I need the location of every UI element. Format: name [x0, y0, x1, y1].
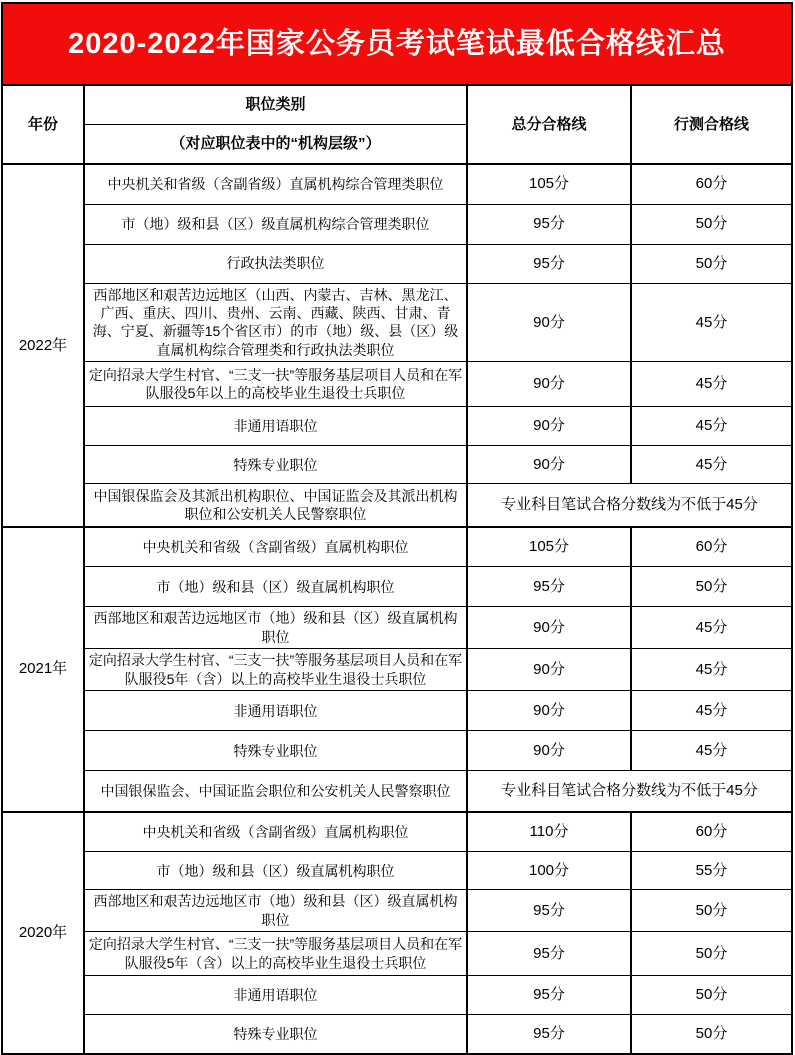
position-cell: 非通用语职位 [84, 407, 467, 446]
table-row [2, 204, 792, 244]
position-cell: 非通用语职位 [84, 976, 467, 1015]
total-score-cell: 95分 [467, 204, 631, 244]
table-row [2, 932, 792, 976]
position-cell: 市（地）级和县（区）级直属机构综合管理类职位 [84, 204, 467, 244]
position-cell: 西部地区和艰苦边远地区市（地）级和县（区）级直属机构职位 [84, 607, 467, 649]
total-score-cell: 90分 [467, 607, 631, 649]
xingce-score-cell: 45分 [631, 407, 792, 446]
total-score-cell: 90分 [467, 407, 631, 446]
xingce-score-cell: 50分 [631, 204, 792, 244]
xingce-score-cell: 50分 [631, 976, 792, 1015]
total-score-cell: 90分 [467, 362, 631, 407]
merged-score-cell: 专业科目笔试合格分数线为不低于45分 [467, 771, 792, 812]
xingce-score-cell: 45分 [631, 691, 792, 731]
table-row [2, 607, 792, 649]
xingce-score-cell: 50分 [631, 1015, 792, 1054]
total-score-cell: 90分 [467, 649, 631, 691]
table-row [2, 691, 792, 731]
position-cell: 行政执法类职位 [84, 244, 467, 283]
position-cell: 市（地）级和县（区）级直属机构职位 [84, 852, 467, 890]
table-row [2, 407, 792, 446]
position-cell: 特殊专业职位 [84, 731, 467, 771]
table-row [2, 890, 792, 932]
position-cell: 西部地区和艰苦边远地区市（地）级和县（区）级直属机构职位 [84, 890, 467, 932]
year-cell-2021: 2021年 [2, 527, 84, 812]
xingce-score-cell: 55分 [631, 852, 792, 890]
total-score-cell: 95分 [467, 1015, 631, 1054]
title-banner-row [2, 3, 792, 85]
table-row [2, 976, 792, 1015]
position-cell: 市（地）级和县（区）级直属机构职位 [84, 567, 467, 607]
position-cell: 特殊专业职位 [84, 446, 467, 484]
position-cell: 西部地区和艰苦边远地区（山西、内蒙古、吉林、黑龙江、广西、重庆、四川、贵州、云南、西藏、陕西、甘肃、青海、宁夏、新疆等15个省区市）的市（地）级、县（区）级直属机构综合管理类和行政执法类职位 [84, 283, 467, 362]
table-row [2, 283, 792, 362]
year-cell-2020: 2020年 [2, 812, 84, 1054]
table-row [2, 446, 792, 484]
total-score-cell: 100分 [467, 852, 631, 890]
page-title: 2020-2022年国家公务员考试笔试最低合格线汇总 [68, 27, 726, 60]
table-row [2, 731, 792, 771]
table-row [2, 812, 792, 852]
xingce-score-cell: 60分 [631, 527, 792, 567]
xingce-score-cell: 60分 [631, 164, 792, 204]
total-score-cell: 105分 [467, 164, 631, 204]
score-table-sheet [1, 2, 793, 1055]
total-score-cell: 90分 [467, 446, 631, 484]
total-score-cell: 90分 [467, 691, 631, 731]
total-score-cell: 95分 [467, 890, 631, 932]
xingce-score-cell: 50分 [631, 567, 792, 607]
total-score-cell: 90分 [467, 731, 631, 771]
header-category-sub: （对应职位表中的“机构层级”） [84, 124, 467, 164]
table-row [2, 484, 792, 527]
total-score-cell: 95分 [467, 567, 631, 607]
xingce-score-cell: 50分 [631, 890, 792, 932]
xingce-score-cell: 45分 [631, 607, 792, 649]
table-row [2, 1015, 792, 1054]
year-cell-2022: 2022年 [2, 164, 84, 527]
header-year: 年份 [2, 85, 84, 164]
position-cell: 特殊专业职位 [84, 1015, 467, 1054]
xingce-score-cell: 45分 [631, 649, 792, 691]
table-row [2, 527, 792, 567]
title-banner [2, 3, 792, 85]
header-xingce-score: 行测合格线 [631, 85, 792, 164]
xingce-score-cell: 50分 [631, 932, 792, 976]
position-cell: 中央机关和省级（含副省级）直属机构综合管理类职位 [84, 164, 467, 204]
position-cell: 定向招录大学生村官、“三支一扶”等服务基层项目人员和在军队服役5年（含）以上的高校毕业生退役士兵职位 [84, 932, 467, 976]
table-row [2, 771, 792, 812]
table-row [2, 164, 792, 204]
table-row [2, 244, 792, 283]
merged-score-cell: 专业科目笔试合格分数线为不低于45分 [467, 484, 792, 527]
position-cell: 中央机关和省级（含副省级）直属机构职位 [84, 527, 467, 567]
xingce-score-cell: 45分 [631, 283, 792, 362]
table-row [2, 649, 792, 691]
header-total-score: 总分合格线 [467, 85, 631, 164]
xingce-score-cell: 45分 [631, 731, 792, 771]
position-cell: 定向招录大学生村官、“三支一扶”等服务基层项目人员和在军队服役5年（含）以上的高校毕业生退役士兵职位 [84, 649, 467, 691]
score-table [1, 2, 793, 1055]
total-score-cell: 110分 [467, 812, 631, 852]
table-row [2, 362, 792, 407]
table-row [2, 567, 792, 607]
header-row-top [2, 85, 792, 124]
xingce-score-cell: 50分 [631, 244, 792, 283]
xingce-score-cell: 45分 [631, 446, 792, 484]
position-cell: 中国银保监会及其派出机构职位、中国证监会及其派出机构职位和公安机关人民警察职位 [84, 484, 467, 527]
header-category: 职位类别 [84, 85, 467, 124]
total-score-cell: 90分 [467, 283, 631, 362]
total-score-cell: 105分 [467, 527, 631, 567]
position-cell: 中国银保监会、中国证监会职位和公安机关人民警察职位 [84, 771, 467, 812]
xingce-score-cell: 60分 [631, 812, 792, 852]
total-score-cell: 95分 [467, 932, 631, 976]
position-cell: 非通用语职位 [84, 691, 467, 731]
total-score-cell: 95分 [467, 244, 631, 283]
xingce-score-cell: 45分 [631, 362, 792, 407]
position-cell: 定向招录大学生村官、“三支一扶”等服务基层项目人员和在军队服役5年以上的高校毕业生退役士兵职位 [84, 362, 467, 407]
table-row [2, 852, 792, 890]
total-score-cell: 95分 [467, 976, 631, 1015]
position-cell: 中央机关和省级（含副省级）直属机构职位 [84, 812, 467, 852]
